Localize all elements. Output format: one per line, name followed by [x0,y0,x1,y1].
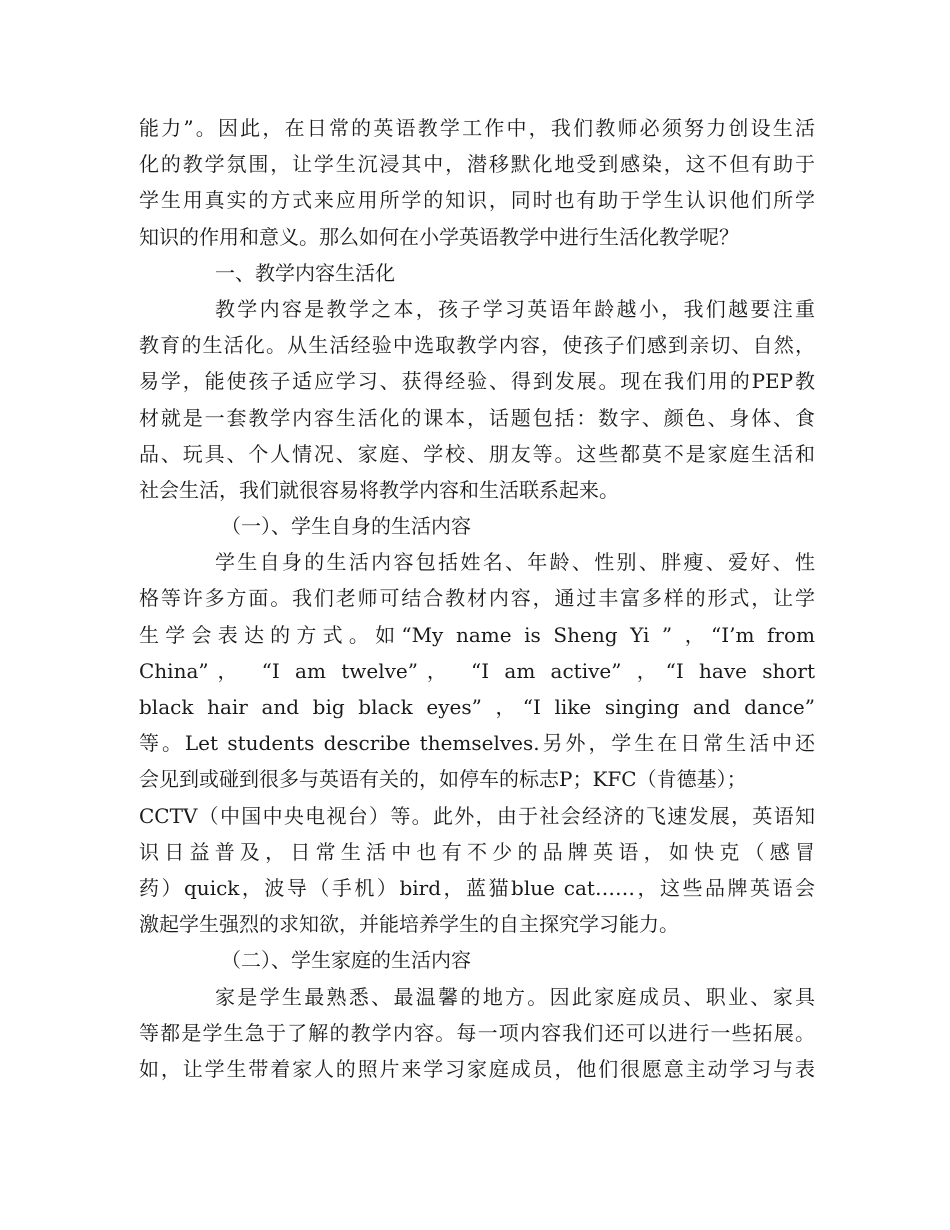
paragraph-line: 激起学生强烈的求知欲，并能培养学生的自主探究学习能力。 [139,912,679,937]
paragraph-line: 识日益普及，日常生活中也有不少的品牌英语，如快克（感冒 [139,839,815,864]
paragraph-line: 能力”。因此，在日常的英语教学工作中，我们教师必须努力创设生活 [139,116,815,140]
paragraph-line: 社会生活，我们就很容易将教学内容和生活联系起来。 [139,477,619,502]
paragraph-line: 材就是一套教学内容生活化的课本，话题包括：数字、颜色、身体、食 [139,405,815,430]
paragraph-line: 品、玩具、个人情况、家庭、学校、朋友等。这些都莫不是家庭生活和 [139,441,815,466]
paragraph-line: 学生用真实的方式来应用所学的知识，同时也有助于学生认识他们所学 [139,188,815,213]
paragraph-line: 知识的作用和意义。那么如何在小学英语教学中进行生活化教学呢？ [139,224,739,249]
paragraph-line: 家是学生最熟悉、最温馨的地方。因此家庭成员、职业、家具 [215,984,815,1009]
paragraph-line: 如，让学生带着家人的照片来学习家庭成员，他们很愿意主动学习与表 [139,1056,815,1081]
paragraph-line: black hair and big black eyes” ，“I like singing and dance” [139,695,815,719]
subsection-heading: （二）、学生家庭的生活内容 [221,948,471,973]
paragraph-line: China”， “I am twelve”， “I am active” ，“I have short [139,658,815,683]
paragraph-line: 教育的生活化。从生活经验中选取教学内容，使孩子们感到亲切、自然， [139,333,815,358]
paragraph-line: 药）quick，波导（手机）bird，蓝猫blue cat……，这些品牌英语会 [139,875,815,900]
document-body [139,110,815,1087]
paragraph-line: 教学内容是教学之本，孩子学习英语年龄越小，我们越要注重 [215,296,815,321]
section-heading: 一、教学内容生活化 [215,260,395,285]
subsection-heading: （一）、学生自身的生活内容 [221,514,471,539]
paragraph-line: 等都是学生急于了解的教学内容。每一项内容我们还可以进行一些拓展。 [139,1020,815,1045]
paragraph-line: 会见到或碰到很多与英语有关的，如停车的标志P；KFC（肯德基）； [139,767,747,792]
paragraph-line: 格等许多方面。我们老师可结合教材内容，通过丰富多样的形式，让学 [139,586,815,611]
paragraph-line: 生学会表达的方式。如“My name is Sheng Yi ” ，“I’m from [139,622,815,647]
paragraph-line: CCTV（中国中央电视台）等。此外，由于社会经济的飞速发展，英语知 [139,803,815,828]
paragraph-line: 学生自身的生活内容包括姓名、年龄、性别、胖瘦、爱好、性 [215,550,815,575]
paragraph-line: 等。Let students describe themselves.另外，学生在日常生活中还 [139,731,815,756]
paragraph-line: 化的教学氛围，让学生沉浸其中，潜移默化地受到感染，这不但有助于 [139,152,815,177]
paragraph-line: 易学，能使孩子适应学习、获得经验、得到发展。现在我们用的PEP教 [139,369,815,394]
